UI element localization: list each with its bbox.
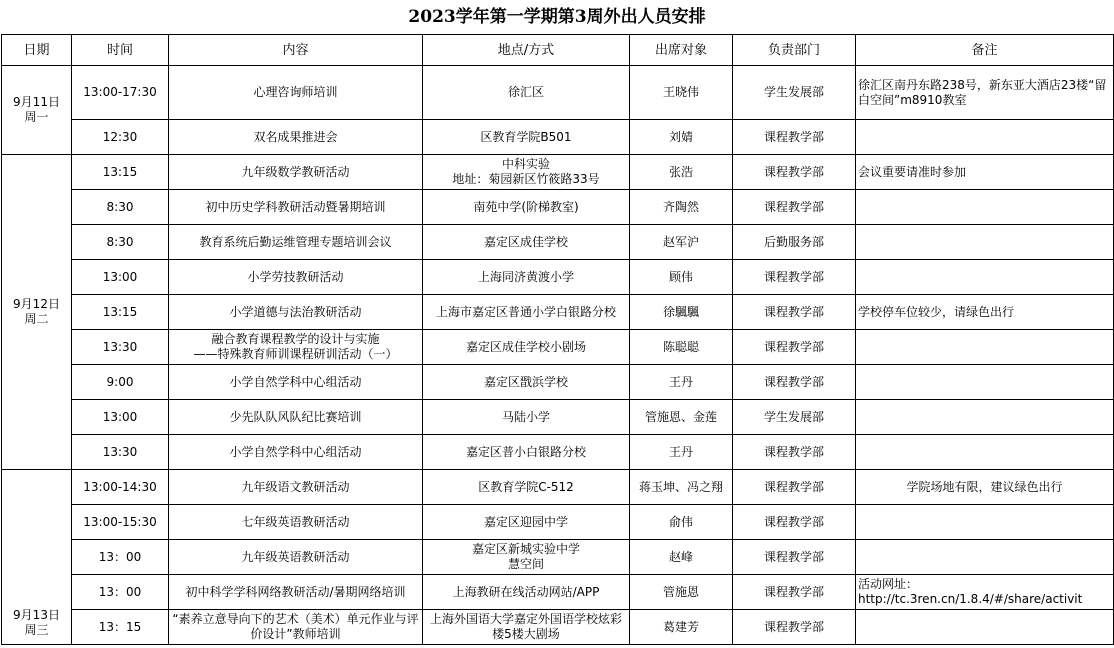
content-cell: 教育系统后勤运维管理专题培训会议 (169, 225, 423, 260)
time-cell: 8:30 (72, 190, 169, 225)
table-row (2, 225, 1114, 260)
time-cell: 8:30 (72, 225, 169, 260)
header-department: 负责部门 (733, 35, 856, 66)
remarks-cell: 学院场地有限，建议绿色出行 (856, 470, 1114, 505)
content-cell: 双名成果推进会 (169, 120, 423, 155)
attendee-cell: 顾伟 (630, 260, 733, 295)
remarks-cell (856, 365, 1114, 400)
attendee-cell: 徐颿颿 (630, 295, 733, 330)
table-row (2, 610, 1114, 645)
date-cell: 9月11日 周一 (2, 66, 72, 155)
table-row (2, 295, 1114, 330)
department-cell: 课程教学部 (733, 295, 856, 330)
place-cell: 上海外国语大学嘉定外国语学校炫彩楼5楼大剧场 (423, 610, 630, 645)
time-cell: 13：00 (72, 540, 169, 575)
remarks-cell: 活动网址： http://tc.3ren.cn/1.8.4/#/share/activit (856, 575, 1114, 610)
attendee-cell: 陈聪聪 (630, 330, 733, 365)
department-cell: 课程教学部 (733, 505, 856, 540)
attendee-cell: 葛建芳 (630, 610, 733, 645)
department-cell: 课程教学部 (733, 330, 856, 365)
attendee-cell: 蒋玉坤、冯之翔 (630, 470, 733, 505)
time-cell: 13:00 (72, 400, 169, 435)
place-cell: 南苑中学(阶梯教室) (423, 190, 630, 225)
time-cell: 13:30 (72, 330, 169, 365)
content-cell: 心理咨询师培训 (169, 66, 423, 120)
header-row (2, 35, 1114, 66)
content-cell: 小学自然学科中心组活动 (169, 365, 423, 400)
remarks-cell (856, 260, 1114, 295)
content-cell: 九年级数学教研活动 (169, 155, 423, 190)
content-cell: 七年级英语教研活动 (169, 505, 423, 540)
table-row (2, 470, 1114, 505)
content-cell: 九年级英语教研活动 (169, 540, 423, 575)
content-cell: 初中科学学科网络教研活动/暑期网络培训 (169, 575, 423, 610)
header-time: 时间 (72, 35, 169, 66)
place-cell: 嘉定区成佳学校 (423, 225, 630, 260)
content-cell: 初中历史学科教研活动暨暑期培训 (169, 190, 423, 225)
department-cell: 学生发展部 (733, 66, 856, 120)
time-cell: 13:00-14:30 (72, 470, 169, 505)
attendee-cell: 俞伟 (630, 505, 733, 540)
place-cell: 中科实验 地址：菊园新区竹筱路33号 (423, 155, 630, 190)
content-cell: 小学自然学科中心组活动 (169, 435, 423, 470)
time-cell: 13:30 (72, 435, 169, 470)
attendee-cell: 张浩 (630, 155, 733, 190)
attendee-cell: 管施恩、金莲 (630, 400, 733, 435)
attendee-cell: 赵军沪 (630, 225, 733, 260)
attendee-cell: 王晓伟 (630, 66, 733, 120)
place-cell: 嘉定区迎园中学 (423, 505, 630, 540)
time-cell: 13：00 (72, 575, 169, 610)
attendee-cell: 王丹 (630, 365, 733, 400)
remarks-cell: 学校停车位较少，请绿色出行 (856, 295, 1114, 330)
table-row (2, 120, 1114, 155)
place-cell: 上海同济黄渡小学 (423, 260, 630, 295)
attendee-cell: 齐陶然 (630, 190, 733, 225)
header-date: 日期 (2, 35, 72, 66)
place-cell: 上海市嘉定区普通小学白银路分校 (423, 295, 630, 330)
time-cell: 13:00-15:30 (72, 505, 169, 540)
date-cell: 9月13日 周三 (2, 470, 72, 645)
place-cell: 上海教研在线活动网站/APP (423, 575, 630, 610)
remarks-cell (856, 540, 1114, 575)
remarks-cell (856, 505, 1114, 540)
place-cell: 区教育学院C-512 (423, 470, 630, 505)
place-cell: 马陆小学 (423, 400, 630, 435)
table-row (2, 155, 1114, 190)
department-cell: 课程教学部 (733, 540, 856, 575)
department-cell: 课程教学部 (733, 435, 856, 470)
remarks-cell (856, 610, 1114, 645)
schedule-table (1, 34, 1114, 645)
department-cell: 课程教学部 (733, 260, 856, 295)
time-cell: 12:30 (72, 120, 169, 155)
header-remarks: 备注 (856, 35, 1114, 66)
remarks-cell (856, 190, 1114, 225)
department-cell: 课程教学部 (733, 190, 856, 225)
time-cell: 9:00 (72, 365, 169, 400)
department-cell: 课程教学部 (733, 610, 856, 645)
attendee-cell: 管施恩 (630, 575, 733, 610)
remarks-cell (856, 330, 1114, 365)
remarks-cell (856, 435, 1114, 470)
time-cell: 13:00 (72, 260, 169, 295)
remarks-cell: 徐汇区南丹东路238号，新东亚大酒店23楼“留白空间”m8910教室 (856, 66, 1114, 120)
place-cell: 区教育学院B501 (423, 120, 630, 155)
time-cell: 13：15 (72, 610, 169, 645)
remarks-cell: 会议重要请准时参加 (856, 155, 1114, 190)
header-attendee: 出席对象 (630, 35, 733, 66)
date-cell: 9月12日 周二 (2, 155, 72, 470)
department-cell: 课程教学部 (733, 120, 856, 155)
time-cell: 13:15 (72, 295, 169, 330)
place-cell: 嘉定区戬浜学校 (423, 365, 630, 400)
attendee-cell: 刘婧 (630, 120, 733, 155)
content-cell: 少先队队风队纪比赛培训 (169, 400, 423, 435)
place-cell: 嘉定区成佳学校小剧场 (423, 330, 630, 365)
department-cell: 课程教学部 (733, 470, 856, 505)
header-content: 内容 (169, 35, 423, 66)
table-row (2, 190, 1114, 225)
remarks-cell (856, 225, 1114, 260)
table-row (2, 330, 1114, 365)
table-row (2, 540, 1114, 575)
time-cell: 13:00-17:30 (72, 66, 169, 120)
content-cell: 九年级语文教研活动 (169, 470, 423, 505)
header-place: 地点/方式 (423, 35, 630, 66)
time-cell: 13:15 (72, 155, 169, 190)
attendee-cell: 王丹 (630, 435, 733, 470)
content-cell: 融合教育课程教学的设计与实施 ——特殊教育师训课程研训活动（一） (169, 330, 423, 365)
table-row (2, 505, 1114, 540)
content-cell: “素养立意导向下的艺术（美术）单元作业与评价设计”教师培训 (169, 610, 423, 645)
place-cell: 嘉定区普小白银路分校 (423, 435, 630, 470)
content-cell: 小学道德与法治教研活动 (169, 295, 423, 330)
table-row (2, 435, 1114, 470)
content-cell: 小学劳技教研活动 (169, 260, 423, 295)
table-row (2, 575, 1114, 610)
table-row (2, 260, 1114, 295)
department-cell: 后勤服务部 (733, 225, 856, 260)
place-cell: 嘉定区新城实验中学 慧空间 (423, 540, 630, 575)
department-cell: 课程教学部 (733, 155, 856, 190)
table-row (2, 400, 1114, 435)
remarks-cell (856, 120, 1114, 155)
table-row (2, 365, 1114, 400)
attendee-cell: 赵峰 (630, 540, 733, 575)
page-title: 2023学年第一学期第3周外出人员安排 (408, 7, 706, 27)
table-row (2, 66, 1114, 120)
department-cell: 学生发展部 (733, 400, 856, 435)
place-cell: 徐汇区 (423, 66, 630, 120)
remarks-cell (856, 400, 1114, 435)
department-cell: 课程教学部 (733, 365, 856, 400)
department-cell: 课程教学部 (733, 575, 856, 610)
